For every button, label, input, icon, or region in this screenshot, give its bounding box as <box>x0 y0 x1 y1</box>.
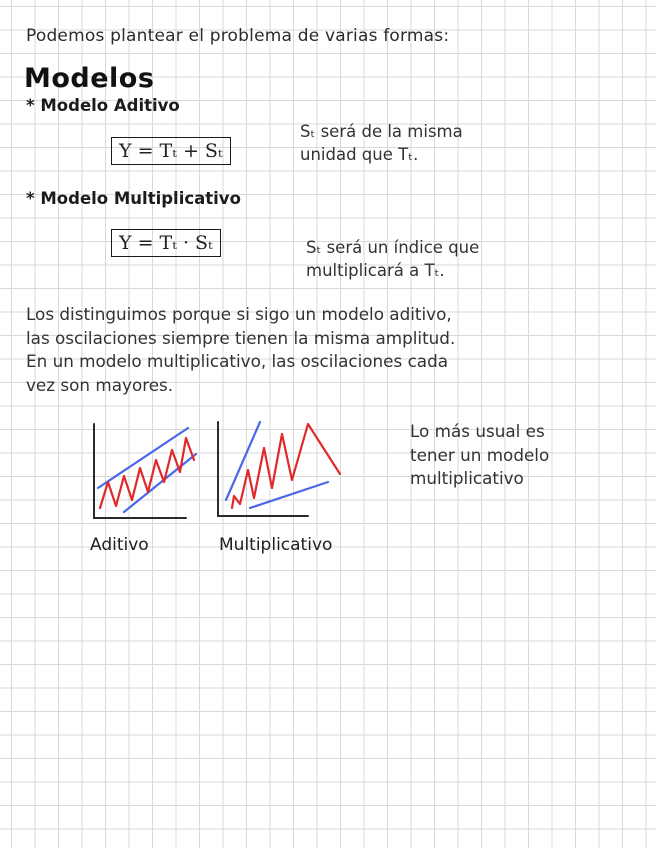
side-note-line: multiplicativo <box>410 468 524 488</box>
additive-sketch <box>86 420 201 525</box>
side-note <box>410 420 549 491</box>
paragraph-line: vez son mayores. <box>26 374 174 395</box>
additive-note <box>300 120 463 166</box>
multiplicative-caption: Multiplicativo <box>219 535 333 555</box>
additive-caption: Aditivo <box>90 535 149 555</box>
multiplicative-note-line: multiplicará a Tₜ. <box>306 261 445 280</box>
multiplicative-model-title: * Modelo Multiplicativo <box>26 189 241 208</box>
side-note-line: tener un modelo <box>410 444 550 465</box>
intro-text: Podemos plantear el problema de varias formas: <box>26 26 450 46</box>
multiplicative-formula-box: Y = Tₜ · Sₜ <box>111 229 221 257</box>
lower-trend-line <box>250 482 328 508</box>
paragraph-line: las oscilaciones siempre tienen la misma amplitud. <box>26 327 456 348</box>
additive-note-line: unidad que Tₜ. <box>300 145 419 164</box>
multiplicative-note-line: Sₜ será un índice que <box>306 238 480 257</box>
additive-model-title: * Modelo Aditivo <box>26 96 180 115</box>
additive-note-line: Sₜ será de la misma <box>300 122 463 141</box>
multiplicative-note <box>306 236 479 282</box>
explanation-paragraph <box>26 303 455 397</box>
paragraph-line: Los distinguimos porque si sigo un modelo aditivo, <box>26 304 452 324</box>
page-heading: Modelos <box>24 63 155 94</box>
additive-formula-box: Y = Tₜ + Sₜ <box>111 137 231 165</box>
side-note-line: Lo más usual es <box>410 421 545 441</box>
multiplicative-sketch <box>212 418 347 523</box>
oscillation-line <box>100 438 194 508</box>
paragraph-line: En un modelo multiplicativo, las oscilaciones cada <box>26 351 449 371</box>
